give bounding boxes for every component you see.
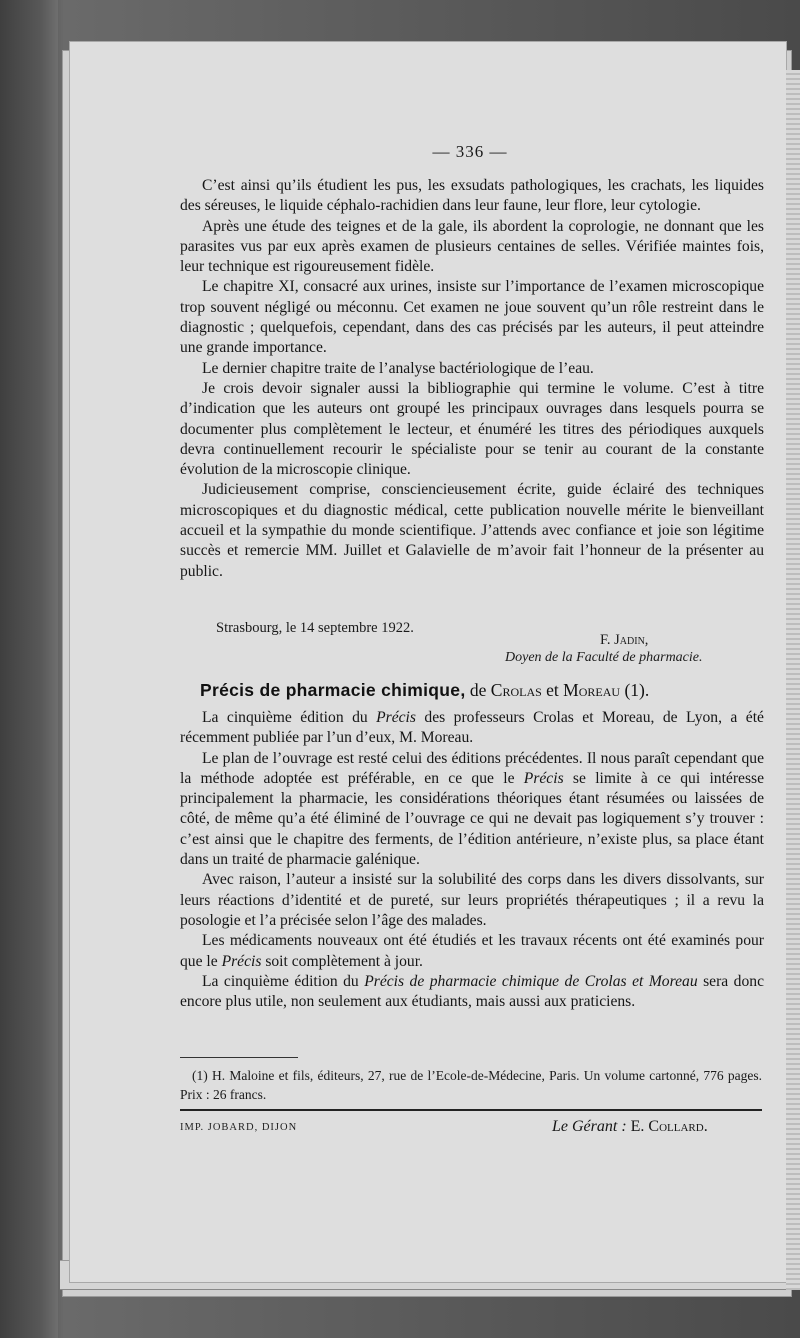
paragraph (180, 708, 764, 749)
heading-author-2: Moreau (563, 680, 621, 700)
paragraph: Le chapitre XI, consacré aux urines, insiste sur l’importance de l’examen microscopique trop souvent négligé ou méconnu. Cet examen ne joue souvent qu’un rôle restreint dans le diagnostic ; quelquefois, cependant, dans des cas précisés par les auteurs, il peut atteindre une grande importance. (180, 278, 764, 357)
section-heading (200, 680, 780, 701)
text-run: Les médicaments nouveaux ont été étudiés et les travaux récents ont été examinés pour que le (180, 932, 764, 970)
printer-imprint: IMP. JOBARD, DIJON (180, 1122, 298, 1133)
italic-title: Précis (376, 709, 416, 726)
paragraph: Le dernier chapitre traite de l’analyse bactériologique de l’eau. (202, 359, 594, 377)
paragraph: Avec raison, l’auteur a insisté sur la solubilité des corps dans les divers dissolvants, sur leurs réactions d’identité et de pureté, sur leurs propriétés thérapeutiques ; il a revu la posologie et l’a précisée selon l’âge des malades. (180, 871, 764, 929)
text-run: Le plan de l’ouvrage est resté celui des éditions précédentes. Il nous paraît cependant que la méthode adoptée est préférable, en ce que le (180, 749, 764, 787)
gerant-name: E. Collard. (626, 1118, 708, 1135)
imprint-rule (180, 1109, 762, 1111)
text-run: La cinquième édition du (202, 709, 377, 726)
paragraph: Judicieusement comprise, consciencieusement écrite, guide éclairé des techniques microscopiques et du diagnostic médical, cette publication nouvelle mérite le bienveillant accueil et la sympathie du monde scientifique. J’attends avec confiance et joie son légitime succès et remercie MM. Juillet et Galavielle de m’avoir fait l’honneur de la présenter au public. (180, 481, 764, 580)
heading-author-1: Crolas (490, 680, 542, 700)
signature-title: Doyen de la Faculté de pharmacie. (505, 650, 703, 665)
review-text-block (180, 176, 764, 582)
heading-title: Précis de pharmacie chimique, (200, 680, 466, 700)
paragraph (180, 972, 764, 1013)
text-run: des professeurs Crolas et Moreau, de Lyon, a été récemment publiée par l’un d’eux, M. Moreau. (180, 709, 764, 747)
text-run: La cinquième édition du (202, 972, 365, 990)
footnote-text: (1) H. Maloine et fils, éditeurs, 27, rue de l’Ecole-de-Médecine, Paris. Un volume cartonné, 776 pages. Prix : 26 francs. (180, 1068, 762, 1102)
signature-name: F. Jadin, (600, 632, 649, 648)
footnote (180, 1066, 762, 1104)
italic-title: Précis (523, 769, 564, 787)
heading-footnote-ref: (1). (620, 680, 650, 700)
paragraph: C’est ainsi qu’ils étudient les pus, les exsudats pathologiques, les crachats, les liquides des séreuses, le liquide céphalo-rachidien dans leur faune, leur flore, leur cytologie. (180, 177, 764, 215)
second-review-block (180, 708, 764, 1012)
gerant-label: Le Gérant : (552, 1118, 627, 1135)
footnote-rule (180, 1057, 298, 1058)
italic-title: Précis de pharmacie chimique de Crolas et Moreau (364, 972, 698, 990)
italic-title: Précis (221, 952, 262, 970)
paragraph: Je crois devoir signaler aussi la bibliographie qui termine le volume. C’est à titre d’indication que les auteurs ont groupé les principaux ouvrages dans lesquels pourra se documenter plus complètement le lecteur, et énuméré les titres des périodiques auxquels devra continuellement recourir le spécialiste pour se tenir au courant de la constante évolution de la microscopie clinique. (180, 379, 764, 479)
text-run: soit complètement à jour. (261, 952, 423, 970)
page-number: — 336 — (432, 142, 508, 161)
paragraph (180, 931, 764, 972)
paragraph: Après une étude des teignes et de la gale, ils abordent la coprologie, ne donnant que les parasites vus par eux après examen de plusieurs centaines de selles. Vérifiée maintes fois, leur technique est rigoureusement fidèle. (180, 217, 764, 276)
heading-by: de (465, 680, 491, 700)
signature-place-date: Strasbourg, le 14 septembre 1922. (216, 620, 414, 636)
page-stack-edge (786, 70, 800, 1290)
text-run: se limite à ce qui intéresse principalement la pharmacie, les considérations théoriques étant résumées ou laissées de côté, de même qu’a été éliminé de l’ouvrage ce qui ne devait pas logiquement s’y trouver : c’est ainsi que le chapitre des ferments, de l’édition antérieure, n’existe plus, sa place étant dans un traité de pharmacie galénique. (180, 769, 764, 869)
book-binding (0, 0, 58, 1338)
text-run: sera donc encore plus utile, non seulement aux étudiants, mais aussi aux praticiens. (180, 972, 764, 1011)
heading-and: et (541, 680, 564, 700)
paragraph (180, 749, 764, 871)
gerant-line (552, 1118, 708, 1136)
